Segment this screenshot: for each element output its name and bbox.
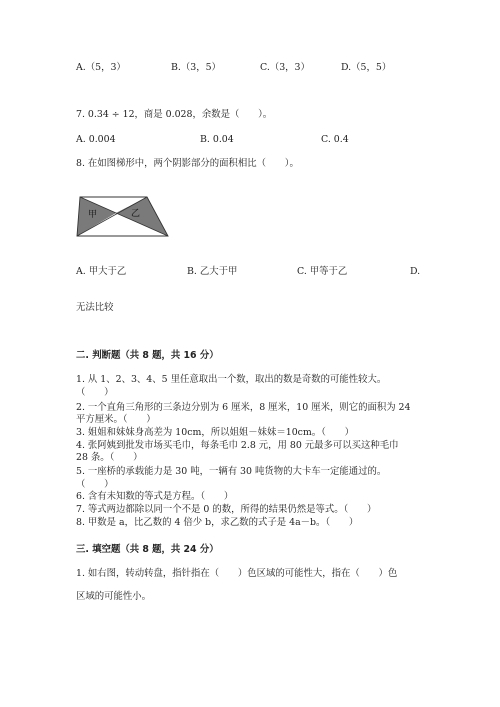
q7-option-b: B. 0.04 <box>200 134 234 145</box>
section2-line: 1. 从 1、2、3、4、5 里任意取出一个数，取出的数是奇数的可能性较大。 <box>76 374 387 385</box>
section2-line: 28 条。（ ） <box>76 452 143 463</box>
section3-q1-line2: 区域的可能性小。 <box>76 591 152 602</box>
q7-option-c: C. 0.4 <box>321 134 349 145</box>
trapezoid-figure <box>72 192 172 242</box>
label-yi: 乙 <box>131 209 141 219</box>
q8-option-a: A. 甲大于乙 <box>76 266 127 277</box>
section3-title: 三. 填空题（共 8 题，共 24 分） <box>76 544 219 555</box>
q6-option-a: A.（5，3） <box>76 62 126 73</box>
section3-q1-line1: 1. 如右图，转动转盘，指针指在（ ）色区域的可能性大，指在（ ）色 <box>76 568 398 579</box>
section2-line: 4. 张阿姨到批发市场买毛巾，每条毛巾 2.8 元，用 80 元最多可以买这种毛巾 <box>76 440 399 451</box>
q7-option-a: A. 0.004 <box>76 134 116 145</box>
label-jia: 甲 <box>88 210 98 220</box>
q6-option-b: B.（3，5） <box>171 62 221 73</box>
section2-line: （ ） <box>76 387 114 398</box>
section2-line: 6. 含有未知数的等式是方程。（ ） <box>76 491 234 502</box>
section2-line: （ ） <box>76 479 114 490</box>
section2-line: 平方厘米。（ ） <box>76 414 156 425</box>
section2-line: 7. 等式两边都除以同一个不是 0 的数，所得的结果仍然是等式。（ ） <box>76 504 377 515</box>
q8-option-c: C. 甲等于乙 <box>297 266 348 277</box>
section2-line: 5. 一座桥的承载能力是 30 吨，一辆有 30 吨货物的大卡车一定能通过的。 <box>76 466 387 477</box>
q6-option-d: D.（5，5） <box>341 62 392 73</box>
q8-option-b: B. 乙大于甲 <box>187 266 238 277</box>
q8-stem: 8. 在如图梯形中，两个阴影部分的面积相比（ ）。 <box>76 158 299 169</box>
section2-line: 3. 姐姐和妹妹身高差为 10cm，所以姐姐－妹妹＝10cm。（ ） <box>76 427 354 438</box>
section2-title: 二. 判断题（共 8 题，共 16 分） <box>76 350 219 361</box>
q7-stem: 7. 0.34 ÷ 12，商是 0.028，余数是（ ）。 <box>76 109 273 120</box>
section2-line: 2. 一个直角三角形的三条边分别为 6 厘米，8 厘米，10 厘米，则它的面积为 24 <box>76 402 411 413</box>
q8-option-d: D. <box>410 266 421 277</box>
section2-line: 8. 甲数是 a，比乙数的 4 倍少 b，求乙数的式子是 4a－b。（ ） <box>76 517 359 528</box>
q8-option-d-text: 无法比较 <box>76 302 114 313</box>
q6-option-c: C.（3，3） <box>260 62 310 73</box>
